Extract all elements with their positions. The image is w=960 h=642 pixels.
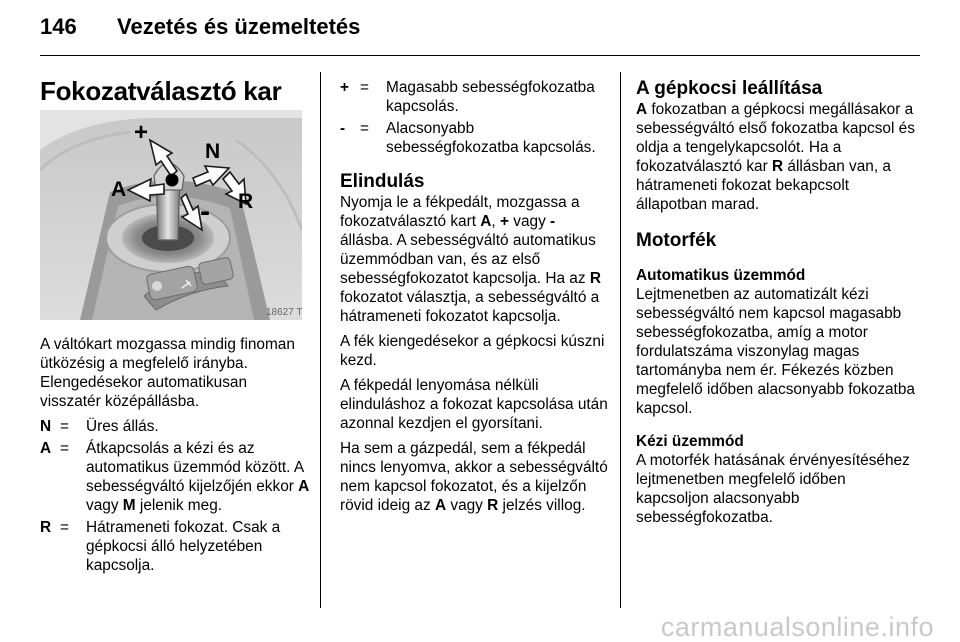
parking-text-2: állásban van, a hátrameneti fokozat bekapcsolt állapotban marad. — [636, 158, 891, 213]
start-p1-text-3: vagy — [508, 213, 551, 230]
start-p1-text-1: Nyomja le a fékpedált, mozgassa a fokozatválasztó kart — [340, 194, 580, 230]
figure-label-n: N — [205, 140, 221, 163]
watermark: carmanualsonline.info — [660, 612, 934, 642]
parking-bold-r: R — [772, 158, 784, 175]
column-divider-left — [320, 72, 321, 608]
def-minus — [340, 119, 610, 157]
start-p4-text-3: jelzés villog. — [498, 497, 586, 514]
section-title: Fokozatválasztó kar — [40, 76, 282, 106]
def-a-text-1: Átkapcsolás a kézi és az automatikus üzemmód között. A sebességváltó kijelzőjén ekkor — [86, 440, 304, 495]
def-a-eq: = — [60, 440, 69, 457]
column-divider-right — [620, 72, 621, 608]
column-left — [40, 335, 310, 578]
start-p1-bold-minus: - — [550, 213, 556, 230]
chapter-title: Vezetés és üzemeltetés — [117, 14, 361, 39]
start-p1-bold-r: R — [589, 270, 601, 287]
header-rule — [40, 55, 920, 56]
start-paragraph-2: A fék kiengedésekor a gépkocsi kúszni kezd. — [340, 333, 605, 369]
def-r-text: Hátrameneti fokozat. Csak a gépkocsi álló helyzetében kapcsolja. — [86, 519, 281, 574]
def-r — [40, 518, 310, 575]
auto-mode-paragraph: Lejtmenetben az automatizált kézi sebességváltó nem kapcsol magasabb sebességfokozatba, amíg a motor fordulatszáma viszonylag magas tartományba nem ér. Fékezés közben megfelelő időben alacsonyabb fokozatba kapcsol. — [636, 286, 915, 417]
start-p1-bold-plus: + — [499, 213, 509, 230]
start-p1-text-5: fokozatot választja, a sebességváltó a hátrameneti fokozatot kapcsolja. — [340, 289, 600, 325]
def-plus-eq: = — [360, 79, 369, 96]
def-minus-text: Alacsonyabb sebességfokozatba kapcsolás. — [386, 120, 596, 156]
def-n — [40, 417, 310, 436]
start-p4-bold-r: R — [487, 497, 499, 514]
def-n-eq: = — [60, 418, 69, 435]
column-right — [636, 78, 921, 533]
intro-paragraph: A váltókart mozgassa mindig finoman ütközésig a megfelelő irányba. Elengedésekor automatikusan visszatér középállásba. — [40, 336, 295, 410]
engine-brake-heading: Motorfék — [636, 230, 717, 251]
start-p4-text-2: vagy — [446, 497, 488, 514]
start-p4-bold-a: A — [434, 497, 447, 514]
page-number: 146 — [40, 14, 77, 39]
parking-heading: A gépkocsi leállítása — [636, 78, 823, 99]
figure-label-plus: + — [134, 119, 149, 146]
def-a-text-3: jelenik meg. — [135, 497, 223, 514]
def-plus-key: + — [340, 79, 349, 96]
figure-label-r: R — [238, 190, 254, 213]
start-paragraph-3: A fékpedál lenyomása nélküli elinduláshoz a fokozat kapcsolása után azonnal kezdjen el gyorsítani. — [340, 377, 608, 432]
def-a-text-2: vagy — [86, 497, 123, 514]
def-minus-key: - — [340, 120, 346, 137]
start-p1-text-2: , — [491, 213, 500, 230]
def-a-bold-a: A — [298, 478, 310, 495]
gear-selector-illustration — [40, 110, 302, 320]
def-a-bold-m: M — [122, 497, 136, 514]
def-n-text: Üres állás. — [86, 418, 159, 435]
parking-text-1: fokozatban a gépkocsi megállásakor a sebességváltó első fokozatba kapcsol és oldja a tengelykapcsolót. Ha a fokozatválasztó kar — [636, 101, 915, 175]
column-middle — [340, 78, 610, 521]
def-n-key: N — [40, 418, 52, 435]
page-header — [40, 14, 361, 40]
def-plus — [340, 78, 610, 116]
def-a-key: A — [40, 440, 52, 457]
def-r-key: R — [40, 519, 52, 536]
figure-code: 18627 T — [266, 307, 303, 318]
start-heading: Elindulás — [340, 171, 425, 192]
def-plus-text: Magasabb sebességfokozatba kapcsolás. — [386, 79, 595, 115]
figure-label-minus: - — [200, 195, 210, 228]
figure-label-a: A — [111, 178, 127, 201]
manual-mode-heading: Kézi üzemmód — [636, 433, 744, 450]
def-a — [40, 439, 310, 515]
auto-mode-heading: Automatikus üzemmód — [636, 267, 806, 284]
start-p4-text-1: Ha sem a gázpedál, sem a fékpedál nincs lenyomva, akkor a sebességváltó nem kapcsol fokozatot, és a kijelzőn rövid ideig az — [340, 440, 608, 514]
start-p1-text-4: állásba. A sebességváltó automatikus üzemmódban van, és az első sebességfokozatot kapcsolja. Ha az — [340, 232, 596, 287]
def-minus-eq: = — [360, 120, 369, 137]
start-p1-bold-a: A — [480, 213, 492, 230]
start-paragraph-1 — [340, 193, 610, 326]
manual-mode-paragraph: A motorfék hatásának érvényesítéséhez lejtmenetben megfelelő időben kapcsoljon alacsonyabb sebességfokozatba. — [636, 452, 910, 526]
parking-bold-a: A — [636, 101, 648, 118]
def-r-eq: = — [60, 519, 69, 536]
parking-paragraph — [636, 100, 921, 214]
start-paragraph-4 — [340, 439, 610, 515]
